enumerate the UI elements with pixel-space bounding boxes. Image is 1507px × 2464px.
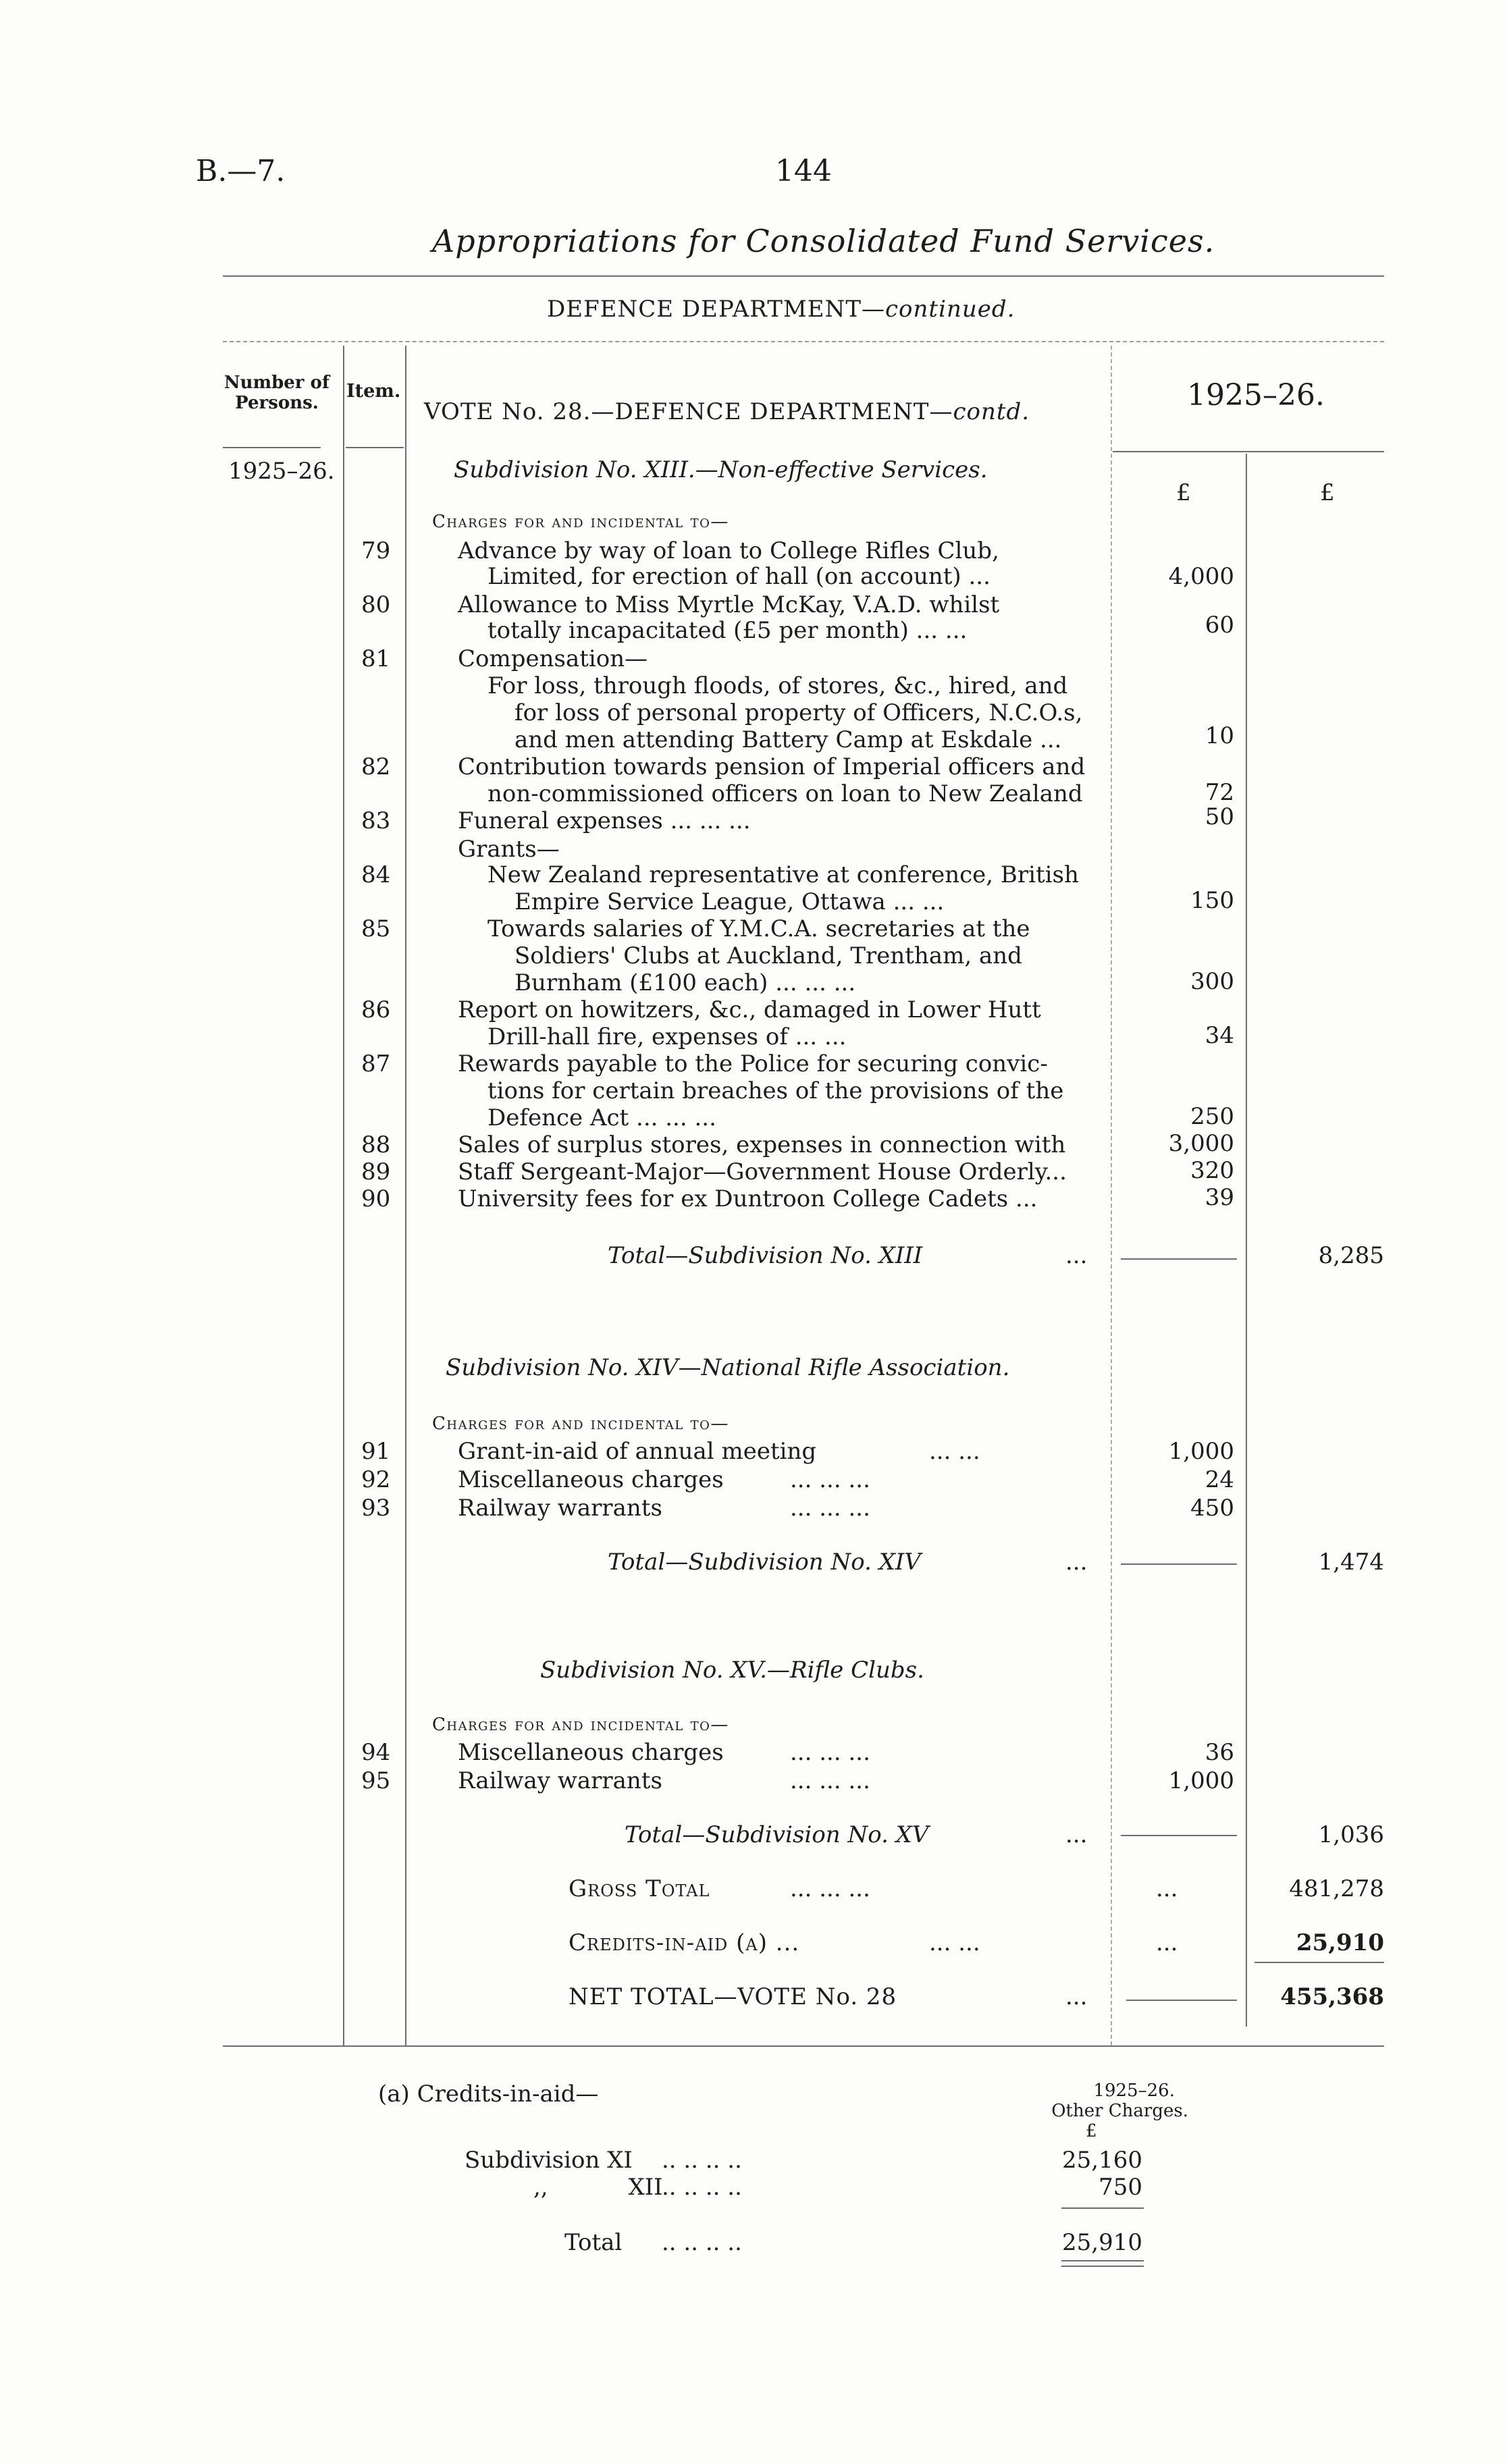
line-text: Funeral expenses ... ... ... xyxy=(458,807,751,834)
pound-sign-amount: £ xyxy=(1176,479,1191,506)
line-text: and men attending Battery Camp at Eskdale ... xyxy=(514,726,1062,753)
line-text: Drill-hall fire, expenses of ... ... xyxy=(487,1023,847,1050)
title-rule xyxy=(223,275,1384,277)
year-column-header: 1925–26. xyxy=(1187,378,1325,412)
line-text: Miscellaneous charges xyxy=(458,1739,724,1766)
sub13-heading: Subdivision No. XIII.—Non-effective Services. xyxy=(454,456,988,483)
line-amount: 320 xyxy=(1190,1157,1234,1184)
credits-in-aid-dots-amount: ... xyxy=(1156,1929,1178,1956)
item-number: 94 xyxy=(361,1739,391,1766)
line-amount: 250 xyxy=(1190,1103,1234,1130)
department-continued: continued. xyxy=(885,296,1015,323)
persons-year: 1925–26. xyxy=(228,458,335,485)
line-amount: 60 xyxy=(1205,612,1234,639)
page-reference: B.—7. xyxy=(196,154,286,188)
line-amount: 36 xyxy=(1205,1739,1234,1766)
net-amount-rule xyxy=(1126,2000,1237,2001)
line-amount: 39 xyxy=(1205,1184,1234,1211)
line-dots: ... ... ... xyxy=(790,1739,870,1766)
credits-in-aid-dots: ... ... xyxy=(929,1929,980,1956)
line-text: totally incapacitated (£5 per month) ... ... xyxy=(487,617,968,644)
line-dots: ... ... ... xyxy=(790,1495,870,1522)
footnote-sum-rule xyxy=(1061,2207,1144,2209)
footnote-year: 1925–26. xyxy=(1093,2081,1175,2101)
footnote-unit: £ xyxy=(1086,2121,1097,2141)
line-amount: 3,000 xyxy=(1168,1130,1234,1157)
gross-total-dots: ... ... ... xyxy=(790,1875,870,1902)
department-name: DEFENCE DEPARTMENT— xyxy=(547,296,886,323)
line-text: Grants— xyxy=(458,836,560,863)
sub15-total-label: Total—Subdivision No. XV xyxy=(625,1821,929,1848)
line-amount: 150 xyxy=(1190,887,1234,914)
footnote-row-dots: .. .. .. .. xyxy=(662,2147,742,2174)
line-text: Railway warrants xyxy=(458,1767,662,1794)
item-number: 81 xyxy=(361,645,391,672)
line-text: Limited, for erection of hall (on account) ... xyxy=(487,563,990,590)
footnote-total-label: Total xyxy=(564,2229,623,2256)
footnote-column-head: Other Charges. xyxy=(1051,2101,1188,2121)
sub14-total-label: Total—Subdivision No. XIV xyxy=(608,1549,921,1576)
line-text: tions for certain breaches of the provisions of the xyxy=(487,1077,1064,1104)
sub13-charges-heading: Charges for and incidental to— xyxy=(432,512,729,532)
line-text: Report on howitzers, &c., damaged in Lower Hutt xyxy=(458,996,1041,1023)
line-text: Advance by way of loan to College Rifles Club, xyxy=(458,537,999,564)
line-amount: 300 xyxy=(1190,968,1234,995)
sub14-amount-rule xyxy=(1121,1563,1237,1565)
footnote-row-label: Subdivision XI xyxy=(465,2147,633,2174)
item-number: 93 xyxy=(361,1495,391,1522)
line-text: non-commissioned officers on loan to New Zealand xyxy=(487,780,1083,807)
persons-item-divider xyxy=(343,346,344,2045)
line-text: Defence Act ... ... ... xyxy=(487,1104,716,1131)
line-text: Staff Sergeant-Major—Government House Orderly... xyxy=(458,1158,1067,1185)
item-column-header: Item. xyxy=(346,381,401,402)
line-dots: ... ... ... xyxy=(790,1466,870,1493)
item-number: 83 xyxy=(361,807,391,834)
net-total-dots: ... xyxy=(1065,1983,1088,2010)
sub14-total-dots: ... xyxy=(1065,1549,1088,1576)
line-text: Compensation— xyxy=(458,645,648,672)
line-amount: 34 xyxy=(1205,1022,1234,1049)
line-text: For loss, through floods, of stores, &c., hired, and xyxy=(487,672,1068,699)
line-dots: ... ... xyxy=(929,1438,980,1465)
line-text: University fees for ex Duntroon College Cadets ... xyxy=(458,1185,1038,1212)
credits-in-aid-total: 25,910 xyxy=(1296,1929,1384,1956)
item-number: 82 xyxy=(361,753,391,780)
sub14-total: 1,474 xyxy=(1318,1549,1384,1576)
gross-total-dots-amount: ... xyxy=(1156,1875,1178,1902)
department-heading xyxy=(547,296,1015,323)
amount-total-divider xyxy=(1246,454,1247,2027)
credits-in-aid-label: Credits-in-aid (a) ... xyxy=(569,1929,800,1956)
line-amount: 10 xyxy=(1205,722,1234,749)
footnote-row-amount: 25,160 xyxy=(1062,2147,1142,2174)
footnote-row-label: ,, XII xyxy=(533,2174,663,2201)
line-amount: 24 xyxy=(1205,1466,1234,1493)
sub13-total-dots: ... xyxy=(1065,1242,1088,1269)
line-amount: 72 xyxy=(1205,779,1234,806)
sub13-amount-rule xyxy=(1121,1258,1237,1260)
table-bottom-rule xyxy=(223,2045,1384,2047)
gross-total-label: Gross Total xyxy=(569,1875,710,1902)
line-text: Empire Service League, Ottawa ... ... xyxy=(514,888,945,915)
sub15-amount-rule xyxy=(1121,1835,1237,1836)
footnote-total: 25,910 xyxy=(1062,2229,1142,2256)
item-number: 87 xyxy=(361,1050,391,1077)
item-text-divider xyxy=(405,346,406,2045)
footnote-row-dots: .. .. .. .. xyxy=(662,2174,742,2201)
sub14-charges-heading: Charges for and incidental to— xyxy=(432,1414,729,1434)
vote-continued: contd. xyxy=(953,398,1030,425)
item-number: 80 xyxy=(361,591,391,618)
line-amount: 4,000 xyxy=(1168,563,1234,590)
footnote-label: (a) Credits-in-aid— xyxy=(378,2081,599,2108)
line-text: Contribution towards pension of Imperial officers and xyxy=(458,753,1086,780)
sub13-total: 8,285 xyxy=(1318,1242,1384,1269)
page-title: Appropriations for Consolidated Fund Services. xyxy=(432,223,1215,259)
footnote-double-rule-2 xyxy=(1061,2266,1144,2267)
sub15-total: 1,036 xyxy=(1318,1821,1384,1848)
item-number: 86 xyxy=(361,996,391,1023)
sub14-heading: Subdivision No. XIV—National Rifle Association. xyxy=(446,1354,1010,1381)
line-text: New Zealand representative at conference, British xyxy=(487,861,1079,888)
item-header-rule xyxy=(346,447,404,448)
footnote-double-rule-1 xyxy=(1061,2260,1144,2261)
line-text: Rewards payable to the Police for securing convic- xyxy=(458,1050,1048,1077)
text-amount-divider xyxy=(1111,346,1112,2045)
header-dash-rule xyxy=(223,341,1384,342)
line-amount: 450 xyxy=(1190,1495,1234,1522)
footnote-row-amount: 750 xyxy=(1099,2174,1142,2201)
line-amount: 1,000 xyxy=(1168,1438,1234,1465)
line-text: Miscellaneous charges xyxy=(458,1466,724,1493)
persons-header-rule xyxy=(223,447,321,448)
footnote-total-dots: .. .. .. .. xyxy=(662,2229,742,2256)
item-number: 88 xyxy=(361,1131,391,1158)
line-dots: ... ... ... xyxy=(790,1767,870,1794)
vote-heading xyxy=(424,398,1030,425)
line-text: Allowance to Miss Myrtle McKay, V.A.D. whilst xyxy=(458,591,1000,618)
page-number: 144 xyxy=(775,154,832,188)
line-text: Burnham (£100 each) ... ... ... xyxy=(514,969,856,996)
item-number: 84 xyxy=(361,861,391,888)
item-number: 91 xyxy=(361,1438,391,1465)
net-total: 455,368 xyxy=(1280,1983,1384,2010)
line-amount: 1,000 xyxy=(1168,1767,1234,1794)
sub15-heading: Subdivision No. XV.—Rifle Clubs. xyxy=(540,1657,924,1684)
line-text: Grant-in-aid of annual meeting xyxy=(458,1438,817,1465)
net-total-label: NET TOTAL—VOTE No. 28 xyxy=(569,1983,897,2010)
pound-sign-total: £ xyxy=(1320,479,1335,506)
line-amount: 50 xyxy=(1205,803,1234,830)
line-text: Railway warrants xyxy=(458,1495,662,1522)
item-number: 85 xyxy=(361,915,391,942)
line-text: Soldiers' Clubs at Auckland, Trentham, and xyxy=(514,942,1022,969)
item-number: 89 xyxy=(361,1158,391,1185)
item-number: 79 xyxy=(361,537,391,564)
persons-column-header: Number of Persons. xyxy=(223,373,330,413)
gross-total: 481,278 xyxy=(1289,1875,1384,1902)
sub15-total-dots: ... xyxy=(1065,1821,1088,1848)
item-number: 95 xyxy=(361,1767,391,1794)
item-number: 90 xyxy=(361,1185,391,1212)
item-number: 92 xyxy=(361,1466,391,1493)
credits-rule xyxy=(1254,1962,1384,1963)
year-header-rule xyxy=(1113,451,1384,452)
line-text: Towards salaries of Y.M.C.A. secretaries at the xyxy=(487,915,1030,942)
sub15-charges-heading: Charges for and incidental to— xyxy=(432,1715,729,1735)
line-text: for loss of personal property of Officers, N.C.O.s, xyxy=(514,699,1083,726)
sub13-total-label: Total—Subdivision No. XIII xyxy=(608,1242,923,1269)
line-text: Sales of surplus stores, expenses in connection with xyxy=(458,1131,1066,1158)
vote-title: VOTE No. 28.—DEFENCE DEPARTMENT— xyxy=(424,398,953,425)
